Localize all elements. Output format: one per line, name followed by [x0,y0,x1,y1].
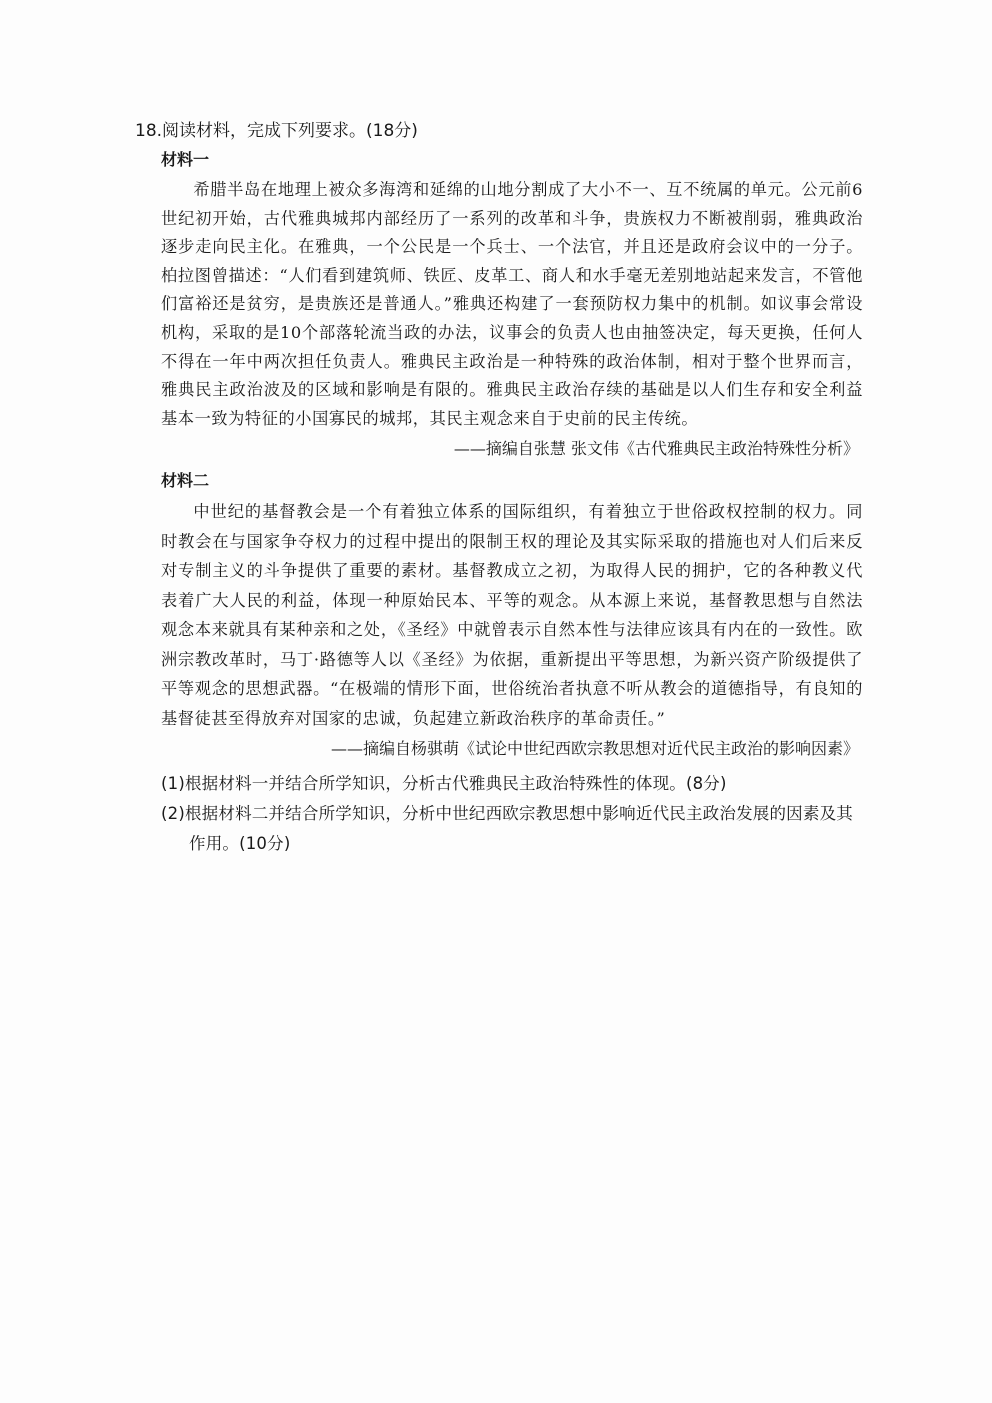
material-1-text: 希腊半岛在地理上被众多海湾和延绵的山地分割成了大小不一、互不统属的单元。公元前6世纪初开始，古代雅典城邦内部经历了一系列的改革和斗争，贵族权力不断被削弱，雅典政治逐步走向民主化。在雅典，一个公民是一个兵士、一个法官，并且还是政府会议中的一分子。柏拉图曾描述：“人们看到建筑师、铁匠、皮革工、商人和水手毫无差别地站起来发言，不管他们富裕还是贫穷，是贵族还是普通人。”雅典还构建了一套预防权力集中的机制。如议事会常设机构，采取的是10个部落轮流当政的办法，议事会的负责人也由抽签决定，每天更换，任何人不得在一年中两次担任负责人。雅典民主政治是一种特殊的政治体制，相对于整个世界而言，雅典民主政治波及的区域和影响是有限的。雅典民主政治存续的基础是以人们生存和安全利益基本一致为特征的小国寡民的城邦，其民主观念来自于史前的民主传统。 [161,180,863,428]
material-1-label: 材料一 [161,150,210,169]
task-2: (2)根据材料二并结合所学知识，分析中世纪西欧宗教思想中影响近代民主政治发展的因素及其作用。(10分) [161,804,853,854]
material-2-source: ——摘编自杨骐萌《试论中世纪西欧宗教思想对近代民主政治的影响因素》 [330,739,859,759]
material-2-text: 中世纪的基督教会是一个有着独立体系的国际组织，有着独立于世俗政权控制的权力。同时教会在与国家争夺权力的过程中提出的限制王权的理论及其实际采取的措施也对人们后来反对专制主义的斗争提供了重要的素材。基督教成立之初，为取得人民的拥护，它的各种教义代表着广大人民的利益，体现一种原始民本、平等的观念。从本源上来说，基督教思想与自然法观念本来就具有某种亲和之处，《圣经》中就曾表示自然本性与法律应该具有内在的一致性。欧洲宗教改革时，马丁·路德等人以《圣经》为依据，重新提出平等思想，为新兴资产阶级提供了平等观念的思想武器。“在极端的情形下面，世俗统治者执意不听从教会的道德指导，有良知的基督徒甚至得放弃对国家的忠诚，负起建立新政治秩序的革命责任。” [161,502,863,728]
material-2-label: 材料二 [161,471,210,491]
question-block [135,118,863,859]
material-1-source: ——摘编自张慧 张文伟《古代雅典民主政治特殊性分析》 [453,439,859,459]
question-title: 18.阅读材料，完成下列要求。(18分) [135,121,418,141]
task-1: (1)根据材料一并结合所学知识，分析古代雅典民主政治特殊性的体现。(8分) [161,774,727,794]
